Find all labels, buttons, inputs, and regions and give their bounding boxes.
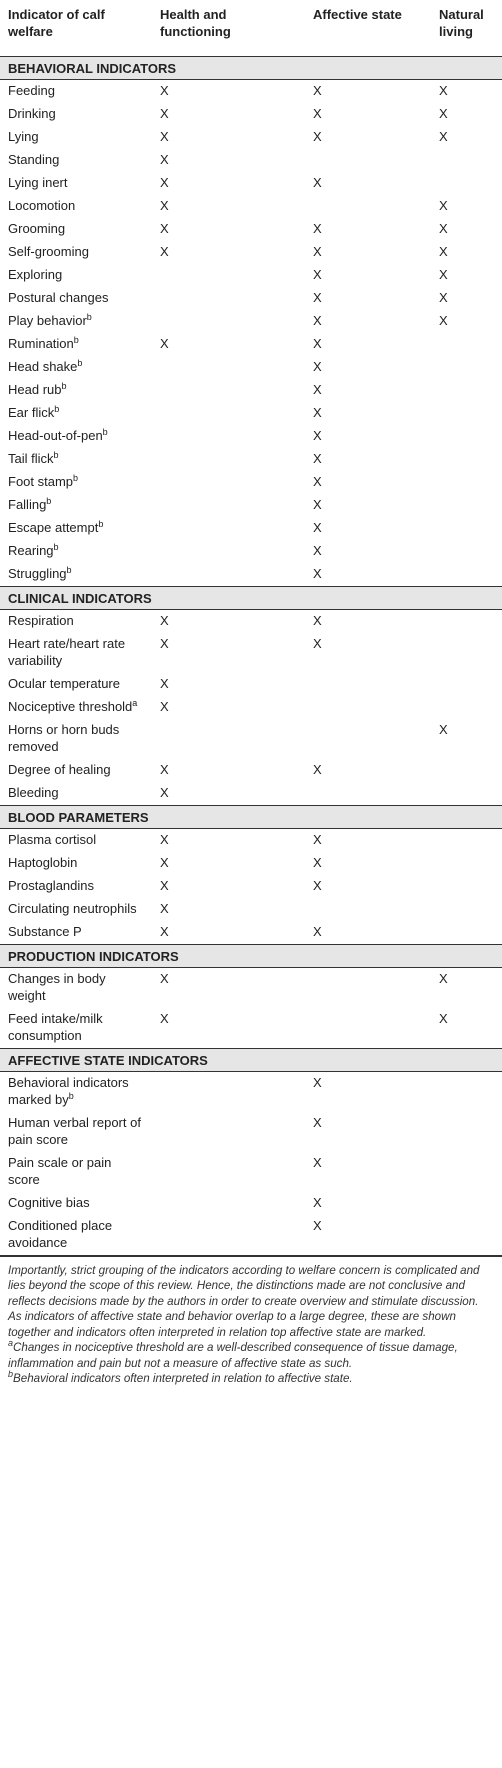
table-row [0,759,502,782]
indicator-cell [0,1215,152,1256]
indicator-name: Changes in body weight [8,970,106,1003]
health-mark: X [160,900,169,916]
affective-mark [305,1008,431,1049]
table-body [0,56,502,1255]
indicator-cell [0,921,152,945]
natural-mark [431,563,502,587]
indicator-name: Degree of healing [8,761,111,777]
natural-mark: X [439,289,448,305]
natural-mark: X [439,128,448,144]
affective-mark: X [313,519,322,535]
table-row [0,287,502,310]
affective-mark: X [313,473,322,489]
indicator-cell [0,103,152,126]
footnote-a-text: Changes in nociceptive threshold are a well-described consequence of tissue damage, inflammation and pain but not a measure of affective state as such. [8,1341,458,1370]
footnote-marker: b [68,1090,74,1101]
health-mark: X [160,105,169,121]
indicator-cell [0,875,152,898]
table-row [0,875,502,898]
indicator-name: Postural changes [8,289,109,305]
indicator-cell [0,828,152,852]
table-footnotes [0,1256,502,1387]
affective-mark: X [313,289,322,305]
natural-mark: X [439,220,448,236]
section-header-row [0,586,502,609]
health-mark [152,1192,305,1215]
health-mark [152,448,305,471]
table-row [0,828,502,852]
section-header-row [0,944,502,967]
affective-mark: X [313,1154,322,1170]
affective-mark: X [313,565,322,581]
health-mark: X [160,877,169,893]
affective-mark: X [313,335,322,351]
affective-mark: X [313,612,322,628]
footnote-marker: b [53,541,59,552]
section-title: PRODUCTION INDICATORS [0,944,502,967]
indicator-cell [0,1112,152,1152]
header-health: Health and functioning [152,0,305,56]
natural-mark [431,172,502,195]
indicator-name: Bleeding [8,784,59,800]
table-row [0,967,502,1008]
natural-mark [431,1112,502,1152]
natural-mark [431,782,502,806]
header-indicator: Indicator of calf welfare [0,0,152,56]
natural-mark: X [439,105,448,121]
health-mark [152,402,305,425]
indicator-name: Feeding [8,82,55,98]
affective-mark [305,149,431,172]
footnote-marker: b [61,380,67,391]
footnote-marker: b [86,311,92,322]
indicator-name: Rearing [8,542,54,558]
indicator-name: Nociceptive threshold [8,698,133,714]
health-mark: X [160,220,169,236]
health-mark: X [160,612,169,628]
health-mark [152,540,305,563]
table-row [0,79,502,103]
table-row [0,1071,502,1112]
health-mark [152,287,305,310]
health-mark: X [160,923,169,939]
table-row [0,673,502,696]
table-row [0,172,502,195]
indicator-cell [0,1152,152,1192]
affective-mark: X [313,312,322,328]
indicator-name: Human verbal report of pain score [8,1114,141,1147]
indicator-cell [0,1008,152,1049]
health-mark [152,310,305,333]
indicator-name: Play behavior [8,312,87,328]
affective-mark: X [313,404,322,420]
table-row [0,1192,502,1215]
indicator-cell [0,696,152,719]
indicator-name: Tail flick [8,450,54,466]
footnote-b-mark: b [8,1369,14,1379]
indicator-cell [0,673,152,696]
natural-mark [431,448,502,471]
table-row [0,696,502,719]
health-mark [152,719,305,759]
indicator-cell [0,540,152,563]
affective-mark: X [313,1074,322,1090]
section-title: AFFECTIVE STATE INDICATORS [0,1048,502,1071]
indicator-cell [0,264,152,287]
indicator-cell [0,126,152,149]
indicator-cell [0,79,152,103]
indicator-cell [0,310,152,333]
indicator-name: Head shake [8,358,78,374]
health-mark: X [160,174,169,190]
footnote-marker: b [98,518,104,529]
indicator-cell [0,759,152,782]
indicator-cell [0,852,152,875]
indicator-name: Lying [8,128,39,144]
affective-mark: X [313,82,322,98]
health-mark [152,425,305,448]
natural-mark [431,673,502,696]
indicator-name: Behavioral indicators marked by [8,1074,129,1107]
health-mark [152,517,305,540]
natural-mark [431,540,502,563]
natural-mark: X [439,82,448,98]
section-header-row [0,56,502,79]
indicator-cell [0,967,152,1008]
table-row [0,563,502,587]
natural-mark [431,898,502,921]
table-row [0,517,502,540]
indicator-name: Falling [8,496,47,512]
table-row [0,218,502,241]
natural-mark [431,828,502,852]
indicator-name: Head rub [8,381,62,397]
natural-mark [431,759,502,782]
health-mark [152,356,305,379]
health-mark: X [160,784,169,800]
health-mark: X [160,635,169,651]
affective-mark: X [313,128,322,144]
health-mark: X [160,854,169,870]
indicator-name: Respiration [8,612,74,628]
affective-mark [305,719,431,759]
indicator-cell [0,563,152,587]
indicator-cell [0,471,152,494]
natural-mark [431,471,502,494]
table-row [0,852,502,875]
natural-mark: X [439,243,448,259]
footnote-a [8,1340,494,1371]
affective-mark: X [313,831,322,847]
natural-mark [431,494,502,517]
indicator-name: Prostaglandins [8,877,94,893]
affective-mark: X [313,266,322,282]
affective-mark: X [313,450,322,466]
indicator-name: Locomotion [8,197,76,213]
indicator-cell [0,609,152,633]
natural-mark [431,1071,502,1112]
section-header-row [0,1048,502,1071]
affective-mark: X [313,358,322,374]
header-natural: Natural living [431,0,502,56]
table-row [0,402,502,425]
natural-mark [431,609,502,633]
footnote-marker: b [54,403,60,414]
natural-mark [431,921,502,945]
natural-mark: X [439,721,448,737]
table-row [0,149,502,172]
table-row [0,310,502,333]
indicator-cell [0,633,152,673]
affective-mark: X [313,427,322,443]
table-row [0,126,502,149]
affective-mark: X [313,381,322,397]
health-mark [152,563,305,587]
natural-mark [431,875,502,898]
affective-mark [305,195,431,218]
table-header [0,0,502,56]
indicator-name: Rumination [8,335,74,351]
table-row [0,448,502,471]
table-row [0,241,502,264]
footnote-marker: b [77,357,83,368]
affective-mark: X [313,877,322,893]
affective-mark: X [313,635,322,651]
affective-mark: X [313,220,322,236]
indicator-name: Ear flick [8,404,55,420]
natural-mark: X [439,1010,448,1026]
section-title: CLINICAL INDICATORS [0,586,502,609]
table-row [0,379,502,402]
indicator-cell [0,1071,152,1112]
affective-mark [305,673,431,696]
indicator-name: Pain scale or pain score [8,1154,112,1187]
health-mark: X [160,82,169,98]
indicator-cell [0,494,152,517]
table-row [0,1215,502,1256]
natural-mark [431,1152,502,1192]
footnote-marker: b [73,472,79,483]
natural-mark [431,425,502,448]
section-header-row [0,805,502,828]
affective-mark: X [313,496,322,512]
health-mark [152,1071,305,1112]
indicator-cell [0,172,152,195]
indicator-name: Foot stamp [8,473,74,489]
footnote-marker: a [132,697,138,708]
indicator-name: Haptoglobin [8,854,78,870]
health-mark: X [160,151,169,167]
indicator-cell [0,425,152,448]
affective-mark [305,967,431,1008]
health-mark [152,1215,305,1256]
table-row [0,633,502,673]
table-row [0,425,502,448]
indicator-name: Substance P [8,923,82,939]
table-row [0,782,502,806]
health-mark: X [160,197,169,213]
affective-mark [305,898,431,921]
table-row [0,471,502,494]
table-row [0,264,502,287]
table-row [0,921,502,945]
indicator-cell [0,241,152,264]
health-mark: X [160,698,169,714]
indicator-cell [0,898,152,921]
natural-mark [431,402,502,425]
indicator-cell [0,1192,152,1215]
table-row [0,1008,502,1049]
indicator-cell [0,782,152,806]
natural-mark: X [439,266,448,282]
health-mark [152,494,305,517]
natural-mark [431,696,502,719]
affective-mark: X [305,1215,431,1256]
header-affective: Affective state [305,0,431,56]
table-row [0,333,502,356]
footnote-main: Importantly, strict grouping of the indicators according to welfare concern is complicated and lies beyond the scope of this review. Hence, the distinctions made are not conclusive and reflects decisions made by the authors in order to create overview and stimulate discussion. As indicators of affective state and behavior overlap to a large degree, these are shown together and indicators often interpreted in relation top affective state are marked. [8,1263,480,1339]
indicator-name: Circulating neutrophils [8,900,137,916]
affective-mark: X [313,542,322,558]
indicator-name: Head-out-of-pen [8,427,103,443]
table-row [0,195,502,218]
health-mark: X [160,761,169,777]
health-mark: X [160,128,169,144]
affective-mark: X [313,854,322,870]
table-row [0,103,502,126]
footnote-marker: b [46,495,52,506]
indicator-cell [0,448,152,471]
indicator-cell [0,517,152,540]
natural-mark [431,333,502,356]
health-mark: X [160,335,169,351]
footnote-marker: b [53,449,59,460]
table-row [0,356,502,379]
table-row [0,719,502,759]
indicator-name: Drinking [8,105,56,121]
affective-mark: X [313,105,322,121]
footnote-marker: b [73,334,79,345]
section-title: BLOOD PARAMETERS [0,805,502,828]
indicator-name: Standing [8,151,60,167]
indicator-name: Ocular temperature [8,675,120,691]
indicator-cell [0,287,152,310]
indicator-name: Lying inert [8,174,68,190]
health-mark [152,379,305,402]
table-row [0,1152,502,1192]
natural-mark [431,1192,502,1215]
natural-mark [431,149,502,172]
indicator-cell [0,379,152,402]
indicator-name: Feed intake/milk consumption [8,1010,103,1043]
indicator-cell [0,402,152,425]
indicator-cell [0,195,152,218]
natural-mark: X [439,312,448,328]
table-row [0,898,502,921]
natural-mark [431,633,502,673]
natural-mark [431,356,502,379]
natural-mark [431,852,502,875]
health-mark: X [160,675,169,691]
natural-mark [431,379,502,402]
affective-mark [305,696,431,719]
natural-mark: X [439,970,448,986]
table-row [0,1112,502,1152]
health-mark [152,471,305,494]
affective-mark: X [313,1194,322,1210]
indicator-name: Conditioned place avoidance [8,1217,113,1250]
natural-mark [431,1215,502,1256]
table-row [0,609,502,633]
indicator-cell [0,719,152,759]
indicator-name: Plasma cortisol [8,831,97,847]
indicator-name: Struggling [8,565,67,581]
footnote-marker: b [66,564,72,575]
health-mark: X [160,1010,169,1026]
indicator-cell [0,149,152,172]
affective-mark: X [313,243,322,259]
indicator-name: Escape attempt [8,519,99,535]
indicator-name: Exploring [8,266,63,282]
footnote-a-mark: a [8,1338,14,1348]
health-mark: X [160,831,169,847]
health-mark: X [160,243,169,259]
affective-mark: X [313,761,322,777]
health-mark [152,1152,305,1192]
affective-mark: X [313,1114,322,1130]
indicator-name: Self-grooming [8,243,89,259]
indicator-name: Heart rate/heart rate variability [8,635,126,668]
table-row [0,494,502,517]
indicator-name: Cognitive bias [8,1194,90,1210]
indicator-cell [0,356,152,379]
footnote-b [8,1371,494,1387]
affective-mark: X [313,923,322,939]
affective-mark [305,782,431,806]
health-mark: X [160,970,169,986]
health-mark [152,1112,305,1152]
indicator-name: Grooming [8,220,66,236]
table-row [0,540,502,563]
affective-mark: X [313,174,322,190]
natural-mark: X [439,197,448,213]
footnote-b-text: Behavioral indicators often interpreted in relation to affective state. [13,1372,353,1385]
health-mark [152,264,305,287]
indicator-cell [0,333,152,356]
indicator-cell [0,218,152,241]
natural-mark [431,517,502,540]
indicator-name: Horns or horn buds removed [8,721,120,754]
footnote-marker: b [102,426,108,437]
section-title: BEHAVIORAL INDICATORS [0,56,502,79]
